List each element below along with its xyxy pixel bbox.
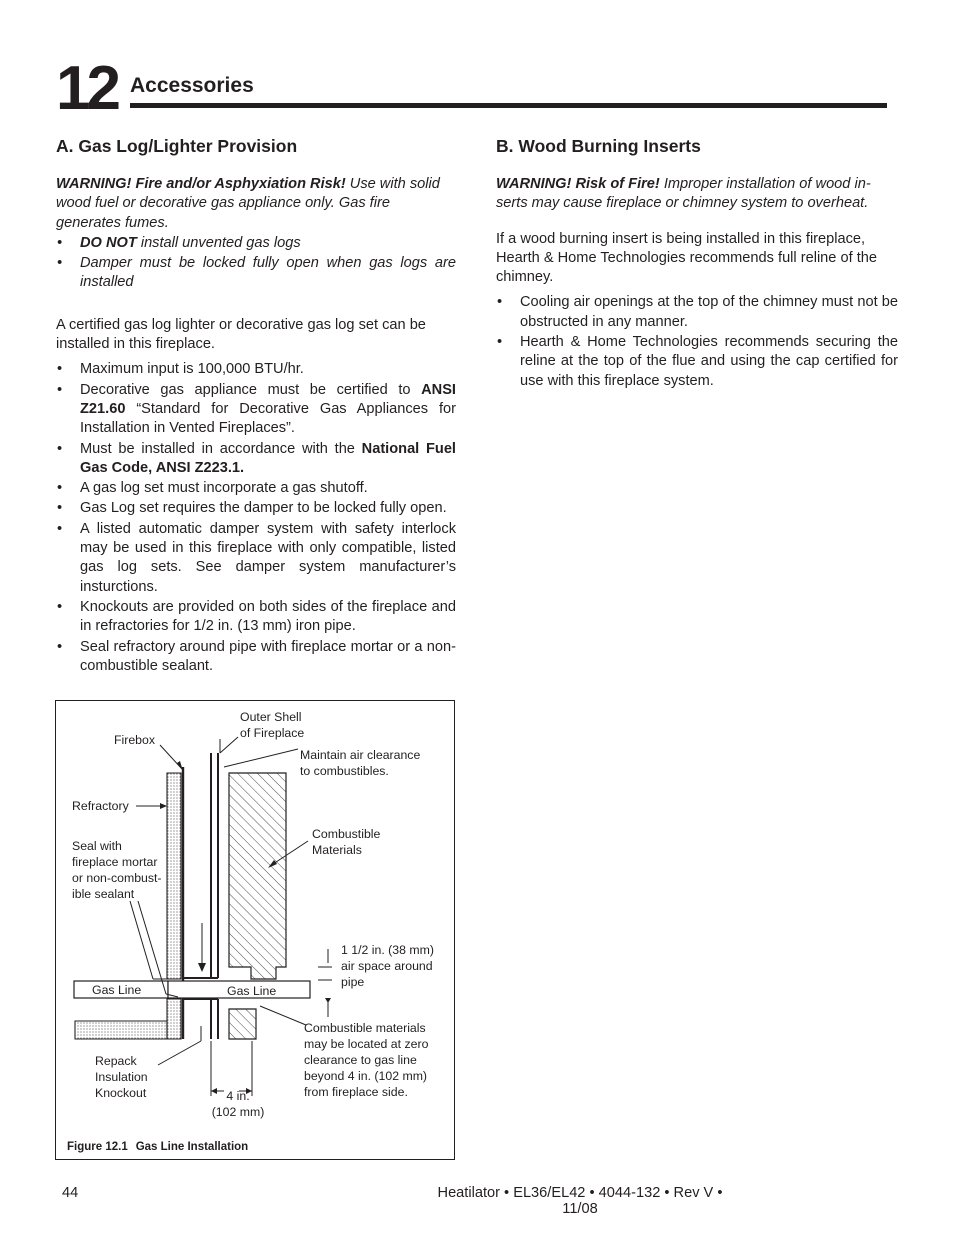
warning-bullet-text: install unvented gas logs	[136, 234, 301, 251]
intro-paragraph: A certified gas log lighter or decorative gas log set can be installed in this fireplace.	[56, 316, 426, 353]
figure-caption-title: Gas Line Installation	[135, 1141, 249, 1153]
page-number: 44	[62, 1185, 79, 1201]
list-item-bold: National Fuel Gas Code, ANSI Z223.1.	[80, 440, 456, 476]
label-seal: Seal with fireplace mortar or non-combust- ible sealant	[72, 839, 162, 901]
chapter-number: 12	[56, 54, 117, 123]
list-item	[56, 381, 456, 439]
list-item	[56, 440, 456, 479]
label-air-space: 1 1/2 in. (38 mm) air space around pipe	[341, 943, 434, 989]
label-dimension: 4 in. (102 mm)	[211, 1089, 265, 1119]
warning-list	[56, 234, 456, 293]
list-item-text: “Standard for Decorative Gas Appliances for Installation in Vented Fireplaces”.	[80, 400, 456, 437]
refractory-lower	[167, 999, 181, 1039]
label-outer-shell: Outer Shell of Fireplace	[240, 710, 305, 740]
list-item: • Maximum input is 100,000 BTU/hr.	[56, 360, 456, 379]
list-item: • Knockouts are provided on both sides of the fireplace and in refractories for 1/2 in. (13 mm) iron pipe.	[56, 598, 456, 637]
list-item: • Gas Log set requires the damper to be locked fully open.	[56, 499, 456, 518]
section-heading-wood-inserts: B. Wood Burning Inserts	[496, 136, 701, 156]
list-item-text: Must be installed in accordance with the	[80, 440, 362, 457]
label-firebox: Firebox	[114, 733, 156, 747]
list-item: • Cooling air openings at the top of the chimney must not be obstructed in any manner.	[496, 293, 898, 332]
warning-text: Use with solid wood fuel or decorative gas appliance only. Gas fire generates fumes.	[56, 176, 440, 231]
list-item	[56, 234, 456, 253]
label-repack: Repack Insulation Knockout	[95, 1054, 148, 1100]
figure-gas-line-installation	[55, 700, 455, 1160]
section-gas-log	[56, 134, 456, 677]
label-refractory: Refractory	[72, 799, 129, 813]
list-item: • Hearth & Home Technologies recommends securing the reline at the top of the flue and using the cap certified for use with this fireplace system.	[496, 333, 898, 391]
list-item: • Seal refractory around pipe with fireplace mortar or a non-combustible sealant.	[56, 638, 456, 677]
document-footer: Heatilator • EL36/EL42 • 4044-132 • Rev V • 11/08	[437, 1185, 723, 1217]
label-gas-line-left: Gas Line	[92, 983, 142, 997]
requirements-list	[56, 360, 456, 676]
label-combustible: Combustible Materials	[312, 827, 381, 857]
chapter-title: Accessories	[130, 74, 254, 97]
list-item-text: Decorative gas appliance must be certified to	[80, 381, 422, 398]
refractory-hearth	[75, 1021, 167, 1039]
list-item: • Damper must be locked fully open when gas logs are installed	[56, 254, 456, 293]
refractory-wall	[167, 773, 181, 979]
figure-caption	[67, 1141, 248, 1153]
chapter-rule	[130, 103, 887, 108]
section-wood-inserts	[496, 134, 898, 392]
section-heading-gas-log: A. Gas Log/Lighter Provision	[56, 136, 298, 156]
warning-paragraph	[56, 175, 456, 233]
inserts-list	[496, 293, 898, 390]
label-zero-clearance: Combustible materials may be located at zero clearance to gas line beyond 4 in. (102 mm) from fireplace side.	[304, 1021, 429, 1099]
label-maintain-clearance: Maintain air clearance to combustibles.	[300, 748, 421, 778]
combustible-block-upper	[229, 773, 286, 979]
label-gas-line-right: Gas Line	[227, 984, 277, 998]
warning-bullet-bold: DO NOT	[80, 234, 137, 251]
list-item-bold: ANSI Z21.60	[80, 381, 456, 417]
warning-lead: WARNING! Fire and/or Asphyxiation Risk!	[56, 176, 346, 192]
warning-paragraph	[496, 175, 898, 214]
warning-text: Improper installation of wood in-serts may cause fireplace or chimney system to overheat.	[496, 176, 871, 212]
warning-lead: WARNING! Risk of Fire!	[496, 176, 660, 192]
figure-caption-number: Figure 12.1	[67, 1141, 128, 1153]
intro-paragraph: If a wood burning insert is being installed in this fireplace, Hearth & Home Technologies recommends full reline of the chimney.	[496, 230, 877, 286]
list-item: • A listed automatic damper system with safety interlock may be used in this fireplace with only compatible, listed gas log sets. See damper system manufacturer’s insturctions.	[56, 520, 456, 597]
combustible-block-lower	[229, 1009, 256, 1039]
list-item: • A gas log set must incorporate a gas shutoff.	[56, 479, 456, 498]
